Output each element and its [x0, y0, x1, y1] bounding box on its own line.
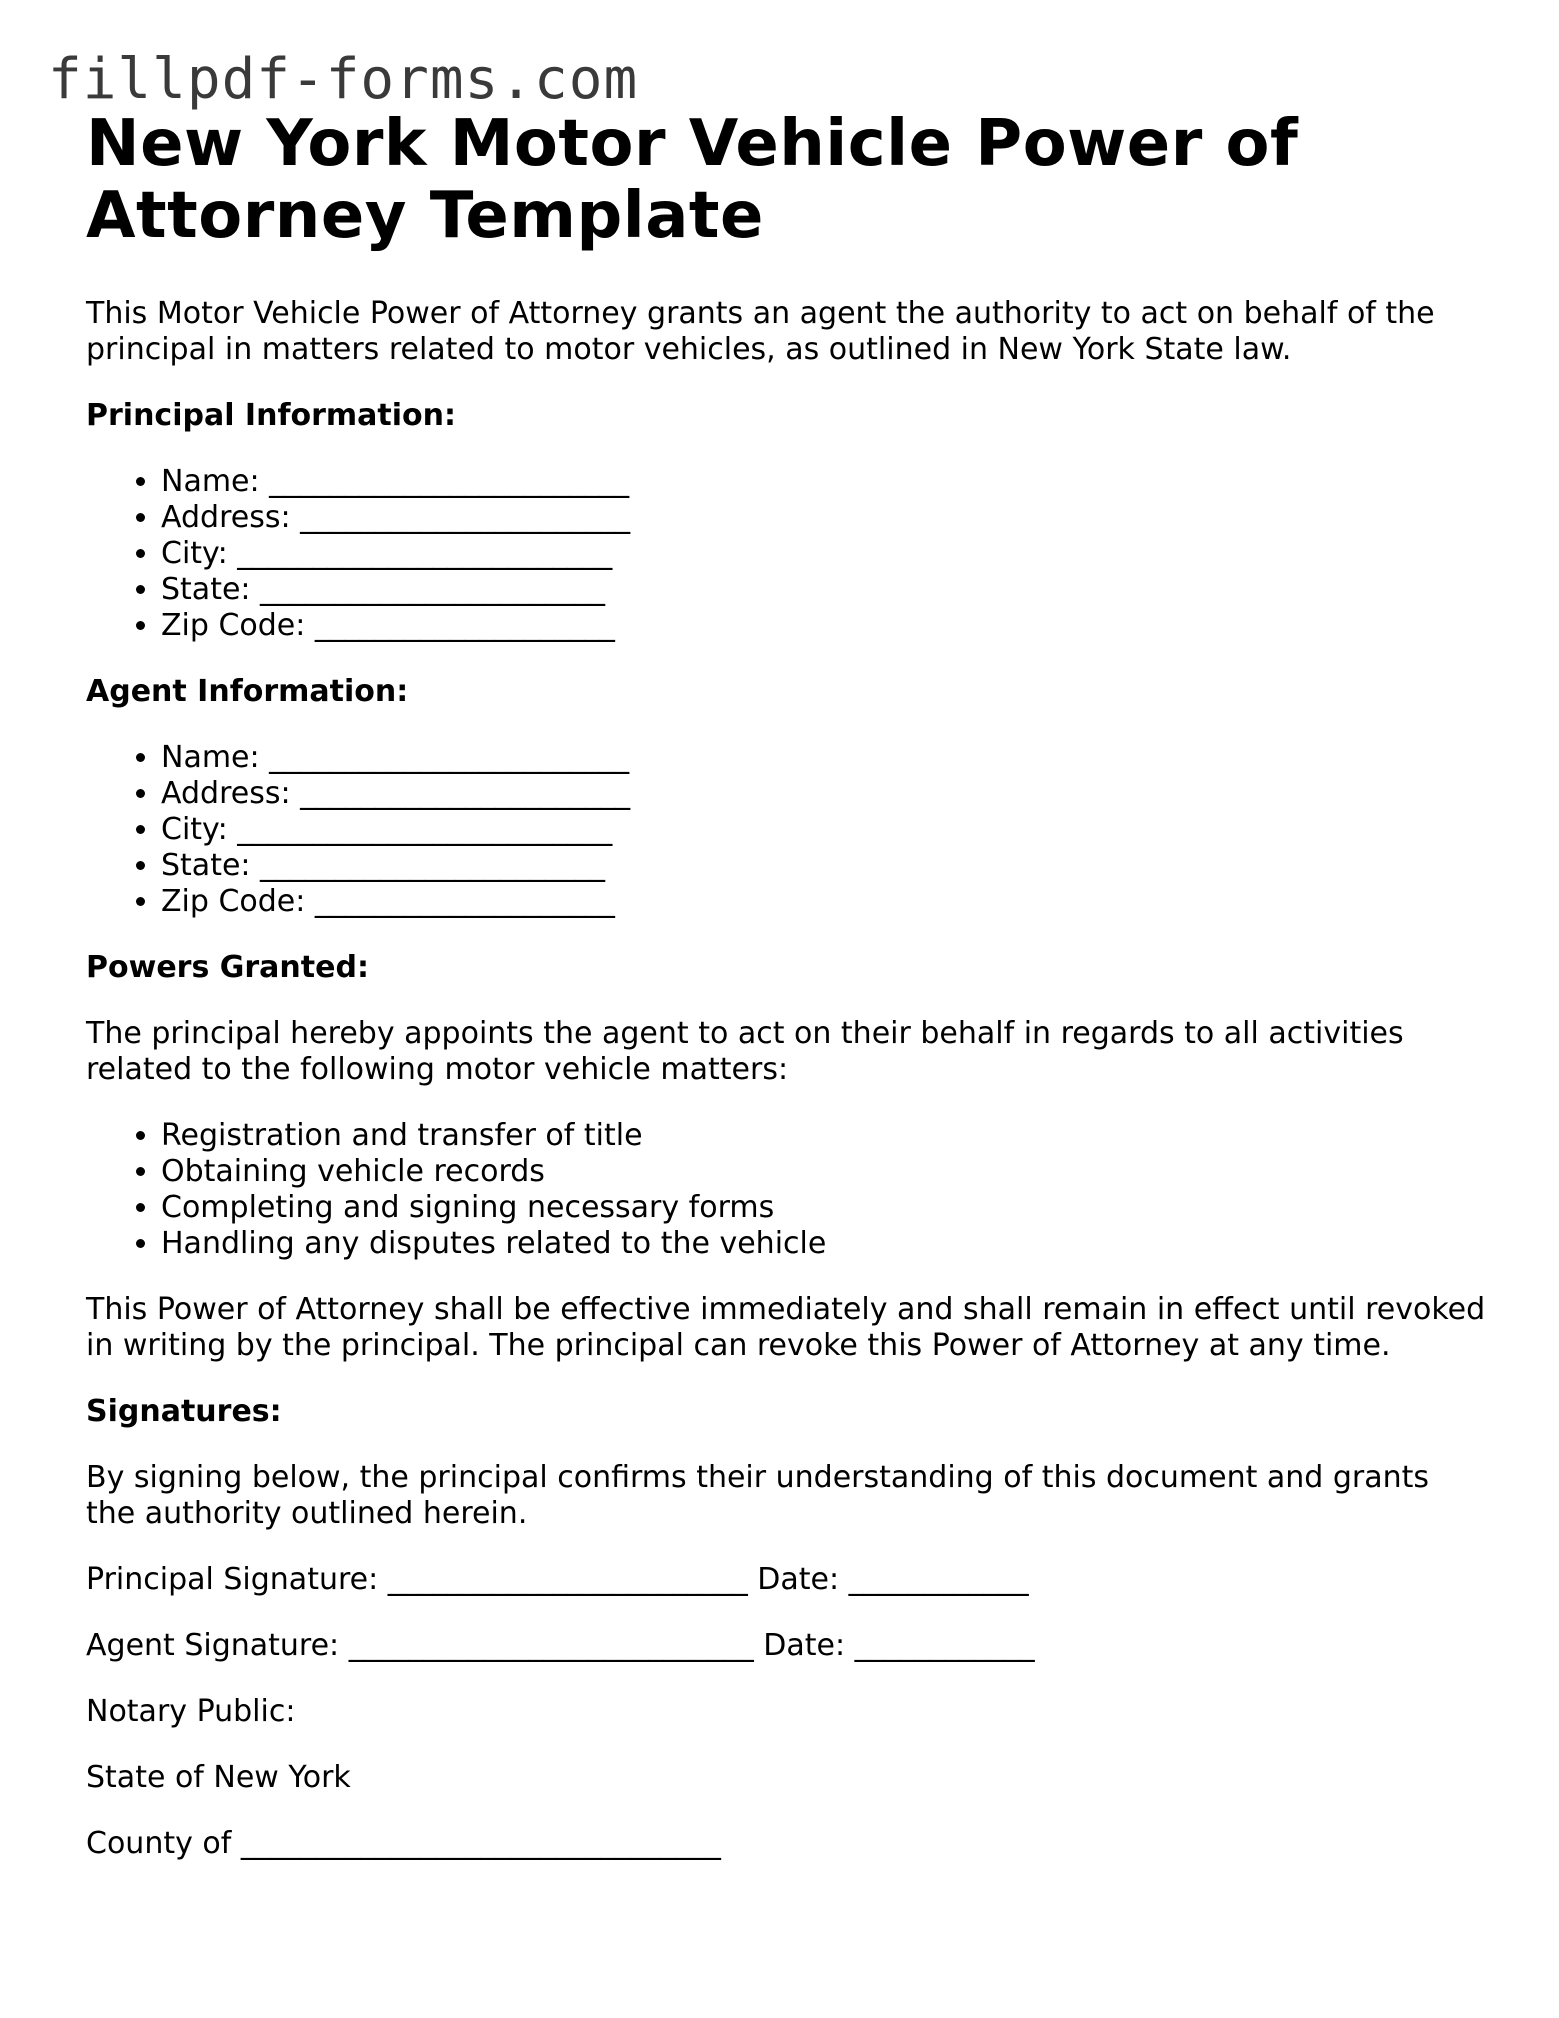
intro-paragraph: This Motor Vehicle Power of Attorney grants an agent the authority to act on behalf of the principal in matters related to motor vehicles, as outlined in New York State law.	[86, 296, 1435, 367]
powers-list	[86, 1118, 1486, 1262]
signatures-heading: Signatures:	[86, 1394, 282, 1429]
power-item: • Completing and signing necessary forms	[161, 1190, 1486, 1226]
county-line: County of ________________________________	[86, 1826, 721, 1861]
agent-address-field: • Address: ______________________	[161, 776, 1486, 812]
power-item: • Obtaining vehicle records	[161, 1154, 1486, 1190]
document-page	[86, 108, 1486, 1892]
agent-state-field: • State: _______________________	[161, 848, 1486, 884]
principal-state-field: • State: _______________________	[161, 572, 1486, 608]
principal-zip-field: • Zip Code: ____________________	[161, 608, 1486, 644]
agent-signature-line: Agent Signature: ___________________________ Date: ____________	[86, 1628, 1035, 1663]
document-title: New York Motor Vehicle Power of Attorney Template	[86, 107, 1299, 253]
agent-info-heading: Agent Information:	[86, 674, 409, 709]
effective-paragraph: This Power of Attorney shall be effective immediately and shall remain in effect until revoked in writing by the principal. The principal can revoke this Power of Attorney at any time.	[86, 1292, 1486, 1363]
agent-info-list	[86, 740, 1486, 920]
principal-city-field: • City: _________________________	[161, 536, 1486, 572]
principal-info-list	[86, 464, 1486, 644]
powers-granted-heading: Powers Granted:	[86, 950, 369, 985]
principal-name-field: • Name: ________________________	[161, 464, 1486, 500]
signatures-intro-paragraph: By signing below, the principal confirms their understanding of this document and grants the authority outlined herein.	[86, 1460, 1430, 1531]
principal-signature-line: Principal Signature: ________________________ Date: ____________	[86, 1562, 1029, 1597]
power-item: • Registration and transfer of title	[161, 1118, 1486, 1154]
agent-city-field: • City: _________________________	[161, 812, 1486, 848]
principal-address-field: • Address: ______________________	[161, 500, 1486, 536]
power-item: • Handling any disputes related to the vehicle	[161, 1226, 1486, 1262]
agent-name-field: • Name: ________________________	[161, 740, 1486, 776]
state-label: State of New York	[86, 1760, 351, 1795]
notary-public-label: Notary Public:	[86, 1694, 296, 1729]
agent-zip-field: • Zip Code: ____________________	[161, 884, 1486, 920]
powers-intro-paragraph: The principal hereby appoints the agent to act on their behalf in regards to all activities related to the following motor vehicle matters:	[86, 1016, 1404, 1087]
principal-info-heading: Principal Information:	[86, 398, 457, 433]
watermark-text: fillpdf-forms.com	[48, 47, 639, 112]
